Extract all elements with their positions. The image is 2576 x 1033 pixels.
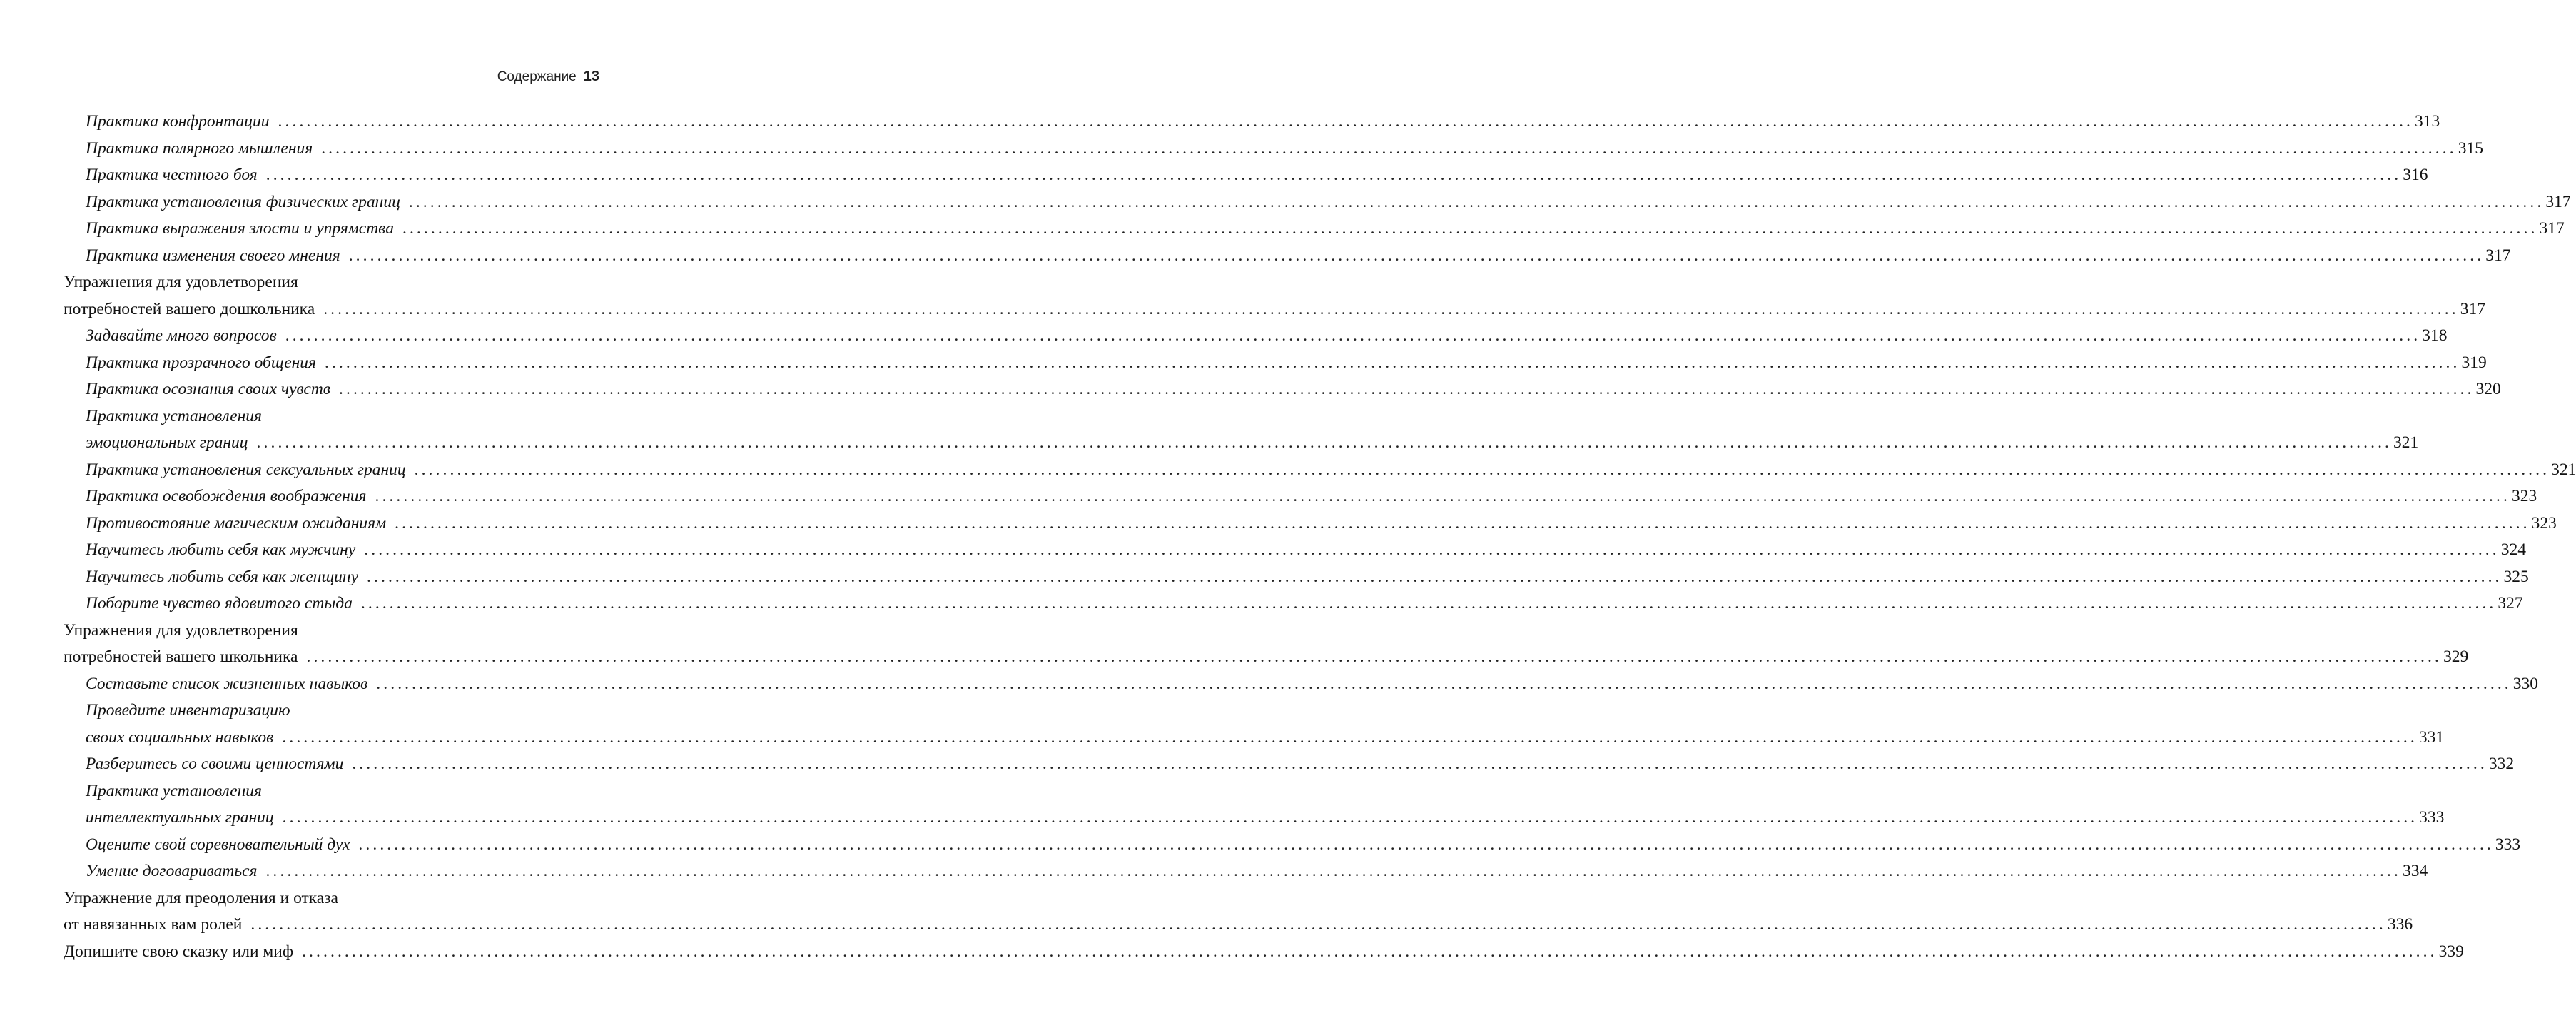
toc-entry-title: Практика выражения злости и упрямства (86, 219, 394, 238)
dot-leader: ............................................................................................................................................................................................................................................................................................................ (358, 835, 2494, 854)
toc-entry-title: Умение договариваться (86, 862, 258, 880)
dot-leader: ............................................................................................................................................................................................................................................................................................................ (265, 166, 2402, 184)
dot-leader: ............................................................................................................................................................................................................................................................................................................ (402, 219, 2538, 238)
header-title: Содержание (497, 69, 577, 84)
toc-page-number: 317 (2460, 299, 2485, 318)
toc-entry-line (86, 805, 2445, 832)
toc-entry-line (86, 457, 2576, 484)
toc-page-number: 330 (2512, 674, 2539, 693)
dot-leader: ............................................................................................................................................................................................................................................................................................................ (306, 647, 2442, 666)
toc-entry-line (86, 778, 599, 805)
toc-entry-title: потребностей вашего дошкольника (64, 299, 315, 318)
dot-leader: ............................................................................................................................................................................................................................................................................................................ (414, 460, 2550, 479)
toc-entry-line (86, 832, 2521, 859)
toc-entry-line (64, 939, 2464, 966)
running-header (497, 69, 599, 85)
toc-page-number: 323 (2531, 513, 2557, 533)
toc-entry-title: Упражнение для преодоления и отказа (64, 888, 338, 907)
toc-entry-line (86, 671, 2539, 698)
toc-entry-line (86, 189, 2571, 216)
toc-entry-title: Научитесь любить себя как женщину (86, 567, 359, 586)
toc-subentry[interactable] (64, 697, 2445, 751)
toc-page-number: 319 (2461, 353, 2487, 372)
toc-entry[interactable] (64, 939, 2464, 966)
toc-subentry[interactable] (64, 162, 2428, 189)
dot-leader: ............................................................................................................................................................................................................................................................................................................ (250, 915, 2386, 934)
dot-leader: ............................................................................................................................................................................................................................................................................................................ (256, 433, 2393, 452)
toc-subentry[interactable] (64, 537, 2526, 564)
toc-page-number: 327 (2498, 594, 2523, 613)
toc-subentry[interactable] (64, 751, 2515, 778)
toc-entry-title: интеллектуальных границ (86, 808, 274, 827)
toc-subentry[interactable] (64, 510, 2557, 538)
toc-entry-title: Упражнения для удовлетворения (64, 273, 298, 291)
toc-entry-title: Проведите инвентаризацию (86, 701, 290, 720)
toc-entry-line (86, 109, 2440, 136)
toc-page-number: 317 (2485, 246, 2511, 265)
dot-leader: ............................................................................................................................................................................................................................................................................................................ (367, 567, 2503, 586)
toc-subentry[interactable] (64, 323, 2448, 350)
dot-leader: ............................................................................................................................................................................................................................................................................................................ (375, 487, 2510, 505)
toc-entry-title: Задавайте много вопросов (86, 326, 277, 345)
toc-page-number: 324 (2500, 540, 2526, 559)
toc-page-number: 339 (2438, 942, 2464, 961)
toc-entry-line (64, 269, 599, 296)
dot-leader: ............................................................................................................................................................................................................................................................................................................ (265, 862, 2401, 880)
toc-subentry[interactable] (64, 350, 2487, 377)
toc-subentry[interactable] (64, 109, 2440, 136)
dot-leader: ............................................................................................................................................................................................................................................................................................................ (395, 513, 2530, 533)
toc-entry[interactable] (64, 618, 2469, 671)
dot-leader: ............................................................................................................................................................................................................................................................................................................ (282, 808, 2418, 827)
toc-page-number: 313 (2415, 112, 2440, 131)
toc-entry-line (86, 243, 2511, 270)
toc-entry-title: Упражнения для удовлетворения (64, 620, 298, 640)
toc-entry-line (64, 885, 599, 912)
toc-entry-line (86, 376, 2501, 403)
toc-page-number: 318 (2422, 326, 2448, 345)
toc-entry-title: Практика установления (86, 406, 262, 425)
toc-page-number: 333 (2419, 808, 2445, 827)
toc-entry-title: Поборите чувство ядовитого стыда (86, 594, 353, 613)
dot-leader: ............................................................................................................................................................................................................................................................................................................ (324, 353, 2460, 372)
dot-leader: ............................................................................................................................................................................................................................................................................................................ (348, 246, 2485, 265)
toc-subentry[interactable] (64, 832, 2521, 859)
toc-entry-title: Оцените свой соревновательный дух (86, 835, 350, 854)
toc-entry[interactable] (64, 269, 2485, 323)
toc-page-number: 334 (2402, 862, 2428, 880)
toc-entry-title: Практика установления (86, 781, 262, 800)
toc-entry-line (86, 725, 2445, 752)
toc-subentry[interactable] (64, 671, 2539, 698)
toc-entry-title: Практика установления сексуальных границ (86, 460, 406, 479)
toc-subentry[interactable] (64, 564, 2529, 591)
toc-entry-line (86, 483, 2537, 510)
header-page-number: 13 (583, 69, 599, 84)
toc-entry-line (86, 537, 2526, 564)
table-of-contents (64, 109, 2576, 965)
toc-entry-line (64, 644, 2469, 671)
toc-entry-title: Практика прозрачного общения (86, 353, 316, 372)
toc-entry-line (86, 858, 2428, 885)
toc-entry-title: Практика осознания своих чувств (86, 380, 330, 398)
toc-entry-line (64, 912, 2413, 939)
dot-leader: ............................................................................................................................................................................................................................................................................................................ (302, 942, 2438, 961)
dot-leader: ............................................................................................................................................................................................................................................................................................................ (360, 594, 2497, 613)
toc-subentry[interactable] (64, 483, 2537, 510)
toc-subentry[interactable] (64, 136, 2483, 163)
toc-entry-title: Практика честного боя (86, 166, 258, 184)
toc-page-number: 329 (2443, 647, 2469, 666)
toc-entry-title: Практика установления физических границ (86, 192, 400, 211)
dot-leader: ............................................................................................................................................................................................................................................................................................................ (285, 326, 2421, 345)
dot-leader: ............................................................................................................................................................................................................................................................................................................ (376, 674, 2512, 693)
toc-page-number: 333 (2495, 835, 2521, 854)
toc-entry-title: Составьте список жизненных навыков (86, 674, 368, 693)
toc-subentry[interactable] (64, 858, 2428, 885)
toc-page-number: 321 (2393, 433, 2419, 452)
toc-entry-title: Научитесь любить себя как мужчину (86, 540, 356, 559)
toc-entry-line (64, 296, 2485, 323)
toc-page-number: 320 (2475, 380, 2501, 398)
toc-page-number: 336 (2387, 915, 2413, 934)
toc-entry-line (86, 403, 599, 430)
toc-entry-title: от навязанных вам ролей (64, 915, 243, 934)
toc-entry-title: Практика освобождения воображения (86, 487, 367, 505)
toc-entry-title: Допишите свою сказку или миф (64, 942, 294, 961)
toc-subentry[interactable] (64, 403, 2419, 457)
toc-entry-line (86, 136, 2483, 163)
toc-subentry[interactable] (64, 243, 2511, 270)
toc-subentry[interactable] (64, 590, 2523, 618)
toc-subentry[interactable] (64, 778, 2445, 832)
toc-entry-line (86, 751, 2515, 778)
dot-leader: ............................................................................................................................................................................................................................................................................................................ (323, 299, 2459, 318)
dot-leader: ............................................................................................................................................................................................................................................................................................................ (408, 192, 2545, 211)
dot-leader: ............................................................................................................................................................................................................................................................................................................ (339, 380, 2475, 398)
toc-entry-line (86, 350, 2487, 377)
toc-entry-line (86, 590, 2523, 618)
toc-entry-line (64, 618, 599, 645)
toc-entry-line (86, 510, 2557, 538)
toc-page-number: 331 (2418, 727, 2445, 747)
toc-page-number: 317 (2545, 192, 2571, 211)
toc-page-number: 332 (2488, 755, 2515, 773)
toc-entry[interactable] (64, 885, 2413, 939)
toc-entry-title: Разберитесь со своими ценностями (86, 755, 344, 773)
toc-page-number: 316 (2403, 166, 2428, 184)
toc-page-number: 317 (2539, 219, 2565, 238)
toc-entry-title: Практика конфронтации (86, 112, 270, 131)
toc-entry-line (86, 323, 2448, 350)
toc-subentry[interactable] (64, 216, 2565, 243)
toc-entry-line (86, 162, 2428, 189)
dot-leader: ............................................................................................................................................................................................................................................................................................................ (352, 755, 2488, 773)
toc-entry-title: Противостояние магическим ожиданиям (86, 513, 387, 533)
toc-entry-line (86, 216, 2565, 243)
toc-entry-title: потребностей вашего школьника (64, 647, 298, 666)
toc-entry-title: эмоциональных границ (86, 433, 248, 452)
toc-entry-line (86, 564, 2529, 591)
toc-page-number: 315 (2458, 138, 2483, 158)
dot-leader: ............................................................................................................................................................................................................................................................................................................ (278, 112, 2414, 131)
toc-entry-title: своих социальных навыков (86, 727, 274, 747)
toc-subentry[interactable] (64, 376, 2501, 403)
toc-page-number: 323 (2511, 487, 2537, 505)
dot-leader: ............................................................................................................................................................................................................................................................................................................ (321, 138, 2457, 158)
toc-subentry[interactable] (64, 189, 2571, 216)
toc-entry-line (86, 430, 2419, 457)
toc-subentry[interactable] (64, 457, 2576, 484)
toc-page-number: 321 (2551, 460, 2576, 479)
dot-leader: ............................................................................................................................................................................................................................................................................................................ (364, 540, 2500, 559)
toc-page-number: 325 (2503, 567, 2529, 586)
toc-entry-title: Практика изменения своего мнения (86, 246, 340, 265)
toc-entry-line (86, 697, 599, 725)
toc-entry-title: Практика полярного мышления (86, 138, 313, 158)
dot-leader: ............................................................................................................................................................................................................................................................................................................ (282, 727, 2418, 747)
